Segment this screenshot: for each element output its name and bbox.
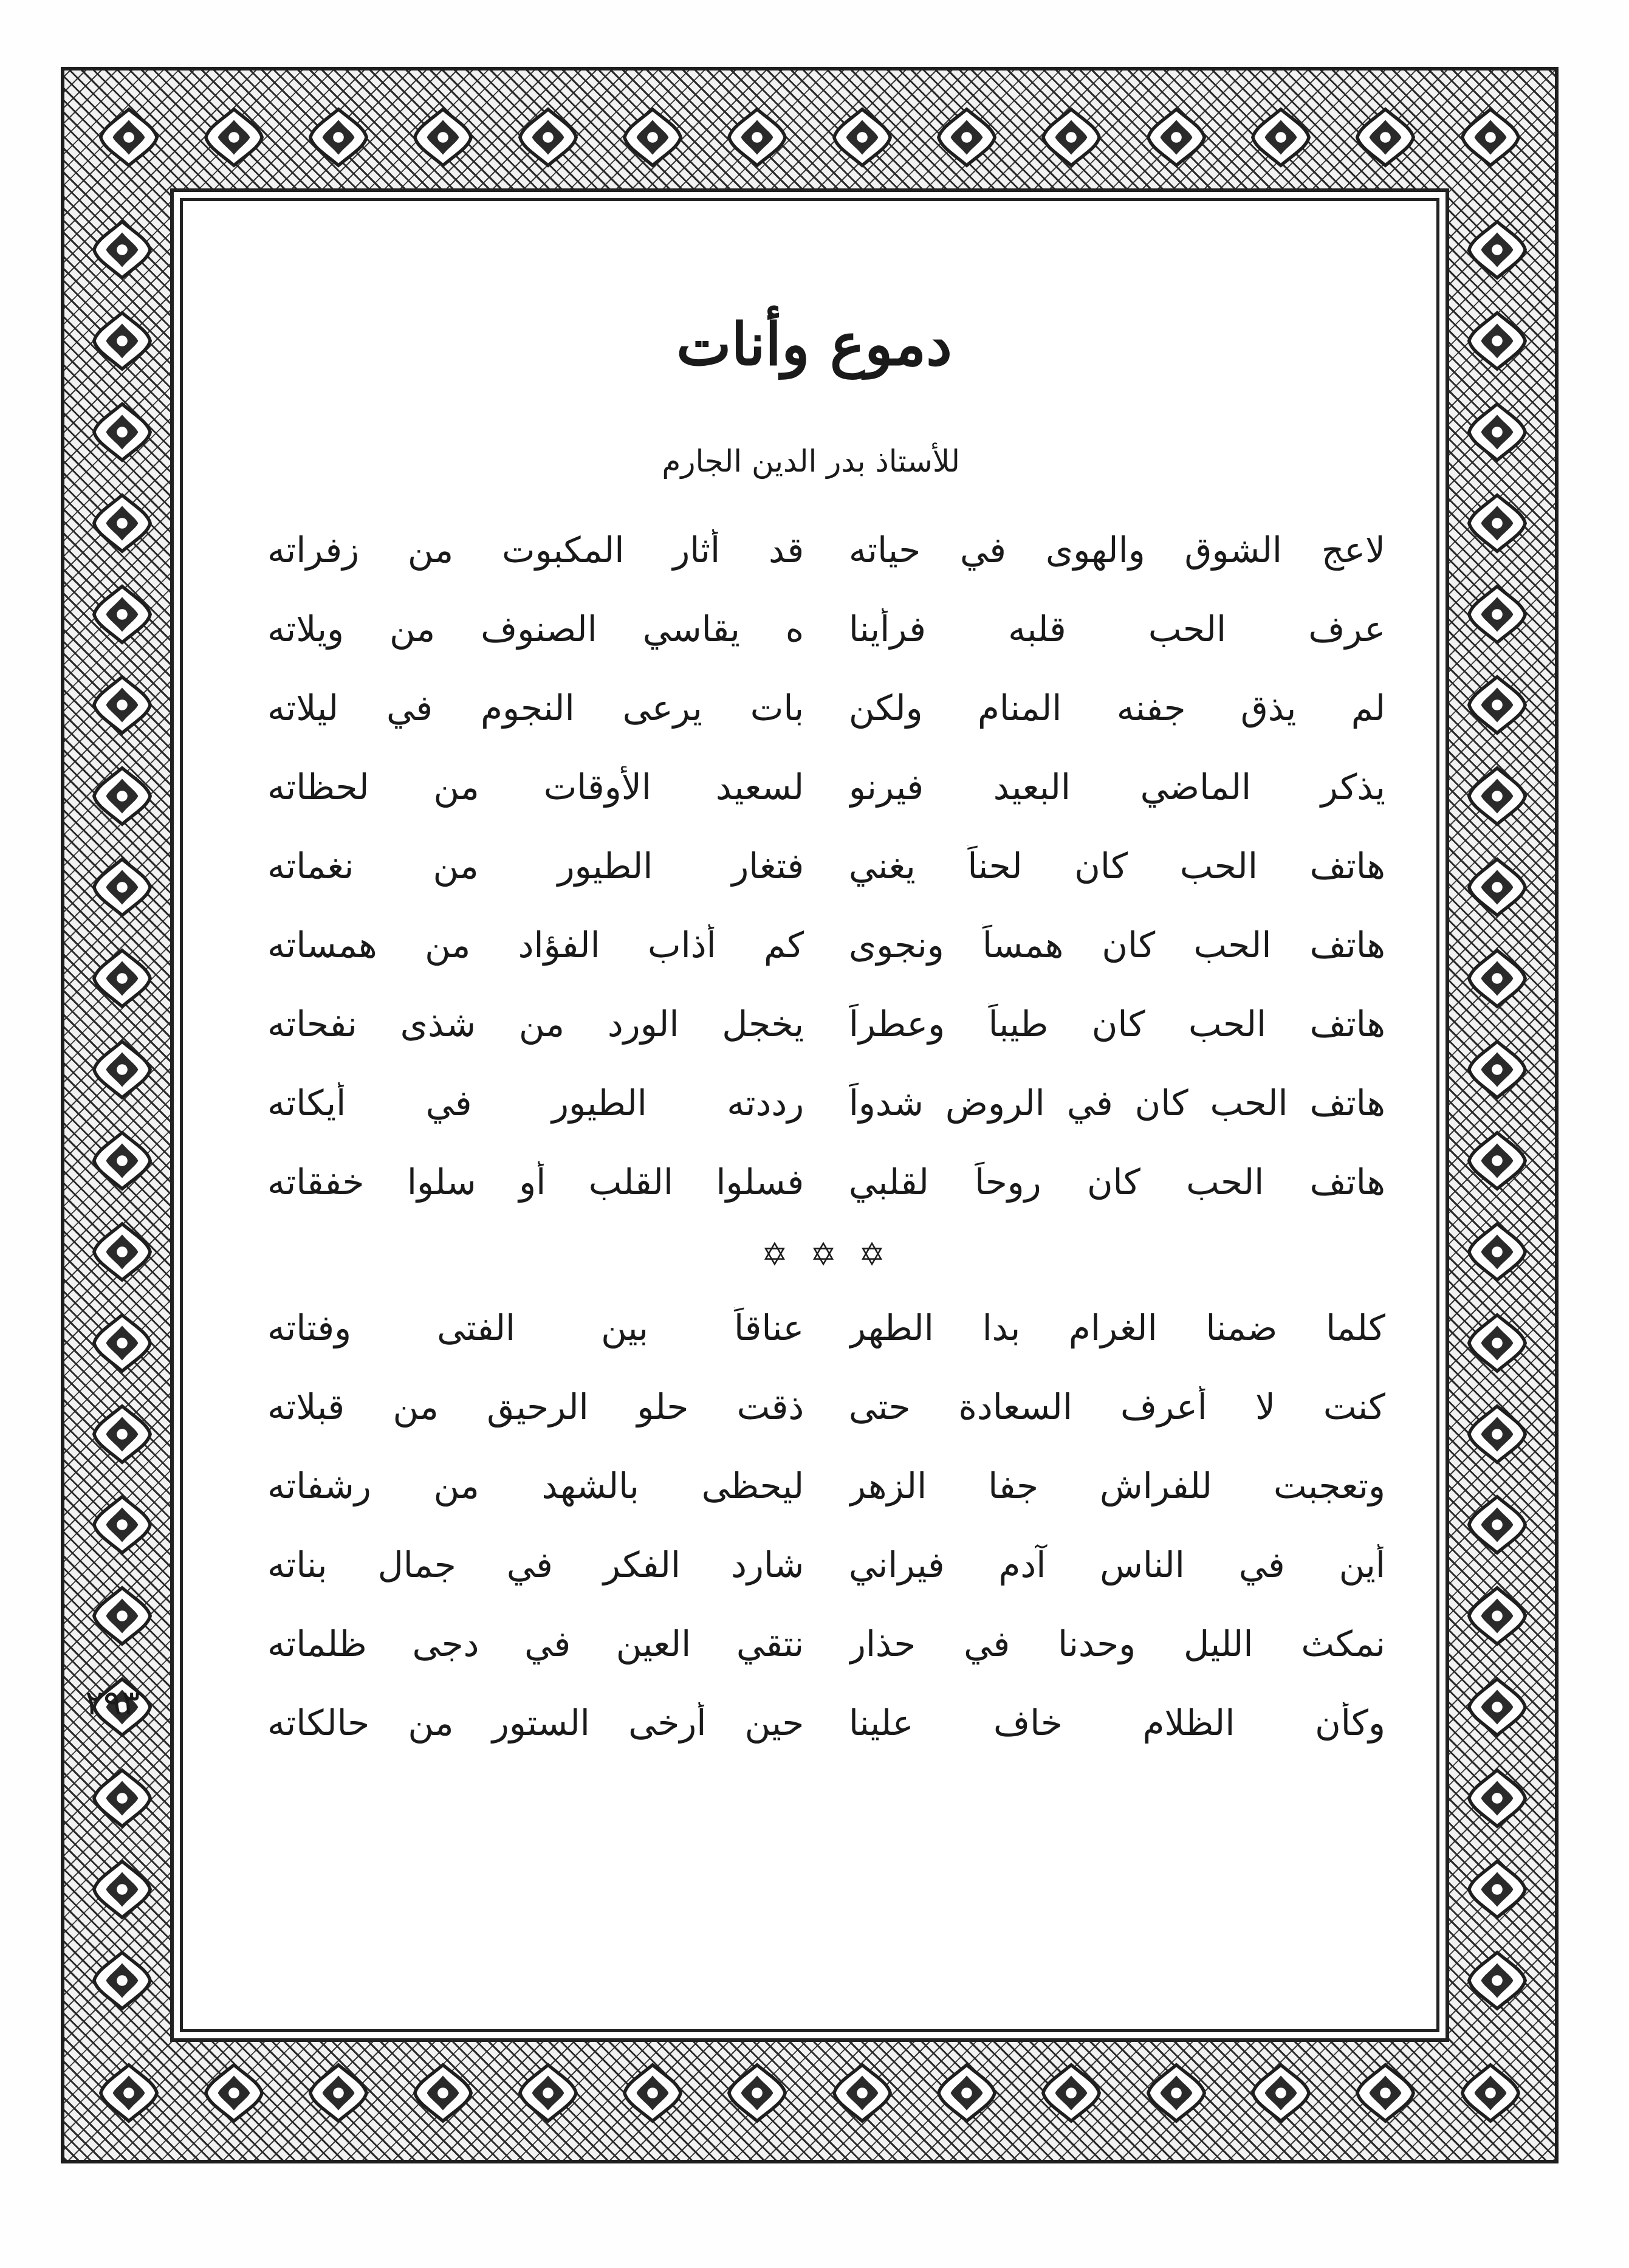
arabesque-ornament-icon [89,1310,156,1376]
arabesque-ornament-icon [89,308,156,374]
verse-first-hemistich: هاتف الحب كان طيباً وعطراً [848,1003,1385,1045]
poem-body [267,510,1385,1762]
arabesque-ornament-icon [1464,1856,1531,1923]
arabesque-ornament-icon [515,2060,581,2126]
arabesque-ornament-icon [89,1218,156,1285]
verse-first-hemistich: لم يذق جفنه المنام ولكن [848,687,1385,729]
arabesque-ornament-icon [1464,1582,1531,1649]
verse-line [267,1064,1385,1143]
arabesque-ornament-icon [95,104,162,171]
arabesque-ornament-icon [1038,2060,1105,2126]
poem-author: للأستاذ بدر الدين الجارم [662,444,960,479]
arabesque-ornament-icon [410,2060,476,2126]
arabesque-ornament-icon [89,490,156,557]
arabesque-ornament-icon [933,2060,1000,2126]
arabesque-ornament-icon [829,104,896,171]
arabesque-ornament-icon [89,1947,156,2014]
arabesque-ornament-icon [1038,104,1105,171]
arabesque-ornament-icon [305,104,372,171]
arabesque-ornament-icon [305,2060,372,2126]
verse-line [267,589,1385,668]
poem-part-1 [267,510,1385,1222]
arabesque-ornament-icon [201,2060,267,2126]
verse-second-hemistich: ذقت حلو الرحيق من قبلاته [267,1386,804,1428]
arabesque-ornament-icon [89,1491,156,1558]
verse-line [267,1683,1385,1762]
verse-line [267,1446,1385,1525]
verse-second-hemistich: كم أذاب الفؤاد من همساته [267,924,804,966]
verse-second-hemistich: فتغار الطيور من نغماته [267,845,804,887]
arabesque-ornament-icon [89,1036,156,1103]
arabesque-ornament-icon [1352,2060,1419,2126]
verse-line [267,668,1385,747]
poem-part-2 [267,1288,1385,1762]
arabesque-ornament-icon [619,104,686,171]
verse-line [267,1604,1385,1683]
frame-bottom-ornaments [77,2050,1543,2136]
arabesque-ornament-icon [89,854,156,921]
arabesque-ornament-icon [1464,1310,1531,1376]
verse-first-hemistich: هاتف الحب كان لحناً يغني [848,845,1385,887]
verse-first-hemistich: عرف الحب قلبه فرأينا [848,608,1385,650]
verse-line [267,905,1385,985]
arabesque-ornament-icon [89,581,156,648]
arabesque-ornament-icon [89,672,156,738]
arabesque-ornament-icon [1464,581,1531,648]
verse-first-hemistich: هاتف الحب كان روحاً لقلبي [848,1161,1385,1203]
arabesque-ornament-icon [1352,104,1419,171]
verse-first-hemistich: هاتف الحب كان همساً ونجوى [848,924,1385,966]
verse-first-hemistich: نمكث الليل وحدنا في حذار [848,1623,1385,1665]
arabesque-ornament-icon [89,1127,156,1194]
arabesque-ornament-icon [89,1582,156,1649]
arabesque-ornament-icon [201,104,267,171]
arabesque-ornament-icon [1464,216,1531,283]
arabesque-ornament-icon [1247,104,1314,171]
verse-second-hemistich: بات يرعى النجوم في ليلاته [267,687,804,729]
arabesque-ornament-icon [410,104,476,171]
verse-second-hemistich: فسلوا القلب أو سلوا خفقاته [267,1161,804,1203]
verse-second-hemistich: ليحظى بالشهد من رشفاته [267,1465,804,1507]
section-separator: ✡ ✡ ✡ [761,1237,891,1273]
verse-line [267,826,1385,905]
arabesque-ornament-icon [89,763,156,830]
frame-top-ornaments [77,95,1543,180]
arabesque-ornament-icon [89,216,156,283]
page-number: ٢٩٣ [85,1683,140,1723]
verse-first-hemistich: كنت لا أعرف السعادة حتى [848,1386,1385,1428]
arabesque-ornament-icon [724,104,790,171]
verse-second-hemistich: لسعيد الأوقات من لحظاته [267,766,804,808]
verse-first-hemistich: كلما ضمنا الغرام بدا الطهر [848,1307,1385,1349]
verse-line [267,510,1385,589]
verse-second-hemistich: ه يقاسي الصنوف من ويلاته [267,608,804,650]
verse-first-hemistich: وتعجبت للفراش جفا الزهر [848,1465,1385,1507]
arabesque-ornament-icon [1464,1947,1531,2014]
verse-second-hemistich: حين أرخى الستور من حالكاته [267,1702,804,1744]
arabesque-ornament-icon [1457,104,1524,171]
arabesque-ornament-icon [1464,1674,1531,1741]
frame-right-ornaments [1458,204,1537,2026]
arabesque-ornament-icon [1143,2060,1210,2126]
arabesque-ornament-icon [619,2060,686,2126]
verse-first-hemistich: يذكر الماضي البعيد فيرنو [848,766,1385,808]
arabesque-ornament-icon [1464,672,1531,738]
verse-second-hemistich: يخجل الورد من شذى نفحاته [267,1003,804,1045]
arabesque-ornament-icon [1457,2060,1524,2126]
verse-line [267,1143,1385,1222]
verse-second-hemistich: نتقي العين في دجى ظلماته [267,1623,804,1665]
arabesque-ornament-icon [1464,763,1531,830]
verse-first-hemistich: أين في الناس آدم فيراني [848,1544,1385,1586]
arabesque-ornament-icon [515,104,581,171]
arabesque-ornament-icon [89,1856,156,1923]
verse-line [267,1525,1385,1604]
arabesque-ornament-icon [1247,2060,1314,2126]
frame-left-ornaments [83,204,162,2026]
page-content [243,292,1385,2030]
verse-first-hemistich: هاتف الحب كان في الروض شدواً [848,1082,1385,1124]
arabesque-ornament-icon [89,1765,156,1832]
arabesque-ornament-icon [1464,1765,1531,1832]
arabesque-ornament-icon [933,104,1000,171]
verse-first-hemistich: وكأن الظلام خاف علينا [848,1702,1385,1744]
arabesque-ornament-icon [89,1401,156,1468]
arabesque-ornament-icon [1464,945,1531,1012]
verse-second-hemistich: قد أثار المكبوت من زفراته [267,529,804,571]
verse-line [267,1367,1385,1446]
arabesque-ornament-icon [89,399,156,466]
verse-line [267,985,1385,1064]
arabesque-ornament-icon [1464,1491,1531,1558]
arabesque-ornament-icon [95,2060,162,2126]
arabesque-ornament-icon [1464,308,1531,374]
verse-second-hemistich: عناقاً بين الفتى وفتاته [267,1307,804,1349]
arabesque-ornament-icon [1464,1036,1531,1103]
poem-title: دموع وأنات [676,310,952,379]
arabesque-ornament-icon [724,2060,790,2126]
verse-line [267,747,1385,826]
arabesque-ornament-icon [1464,399,1531,466]
arabesque-ornament-icon [1143,104,1210,171]
verse-second-hemistich: رددته الطيور في أيكاته [267,1082,804,1124]
arabesque-ornament-icon [1464,490,1531,557]
arabesque-ornament-icon [1464,1127,1531,1194]
arabesque-ornament-icon [1464,854,1531,921]
verse-line [267,1288,1385,1367]
verse-first-hemistich: لاعج الشوق والهوى في حياته [848,529,1385,571]
verse-second-hemistich: شارد الفكر في جمال بناته [267,1544,804,1586]
arabesque-ornament-icon [89,945,156,1012]
arabesque-ornament-icon [829,2060,896,2126]
arabesque-ornament-icon [1464,1218,1531,1285]
arabesque-ornament-icon [1464,1401,1531,1468]
